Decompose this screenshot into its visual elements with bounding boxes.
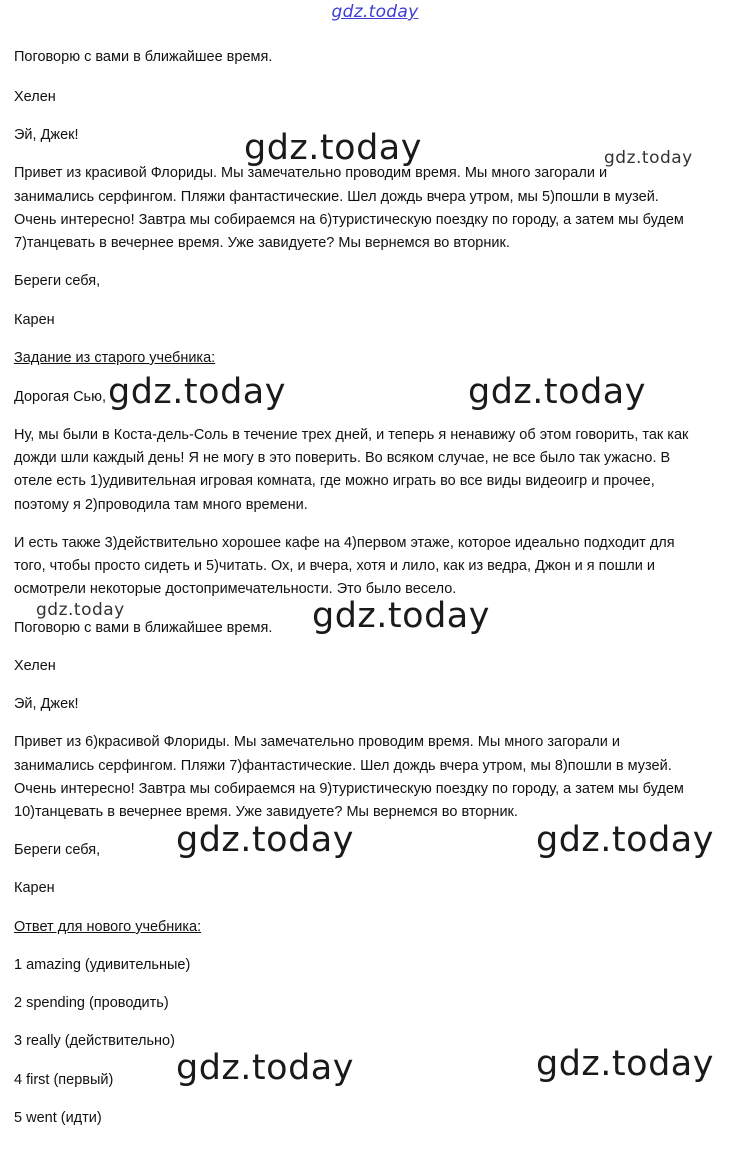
section-heading-new-textbook: Ответ для нового учебника: <box>14 919 202 935</box>
text-line: занимались серфингом. Пляжи 7)фантастические. Шел дождь вчера утром, мы 8)пошли в музей. <box>14 758 672 774</box>
watermark: gdz.today <box>468 372 646 412</box>
text-line: Дорогая Сью, <box>14 389 107 405</box>
text-line: 7)танцевать в вечернее время. Уже завидуете? Мы вернемся во вторник. <box>14 235 510 251</box>
text-line: Эй, Джек! <box>14 127 79 143</box>
watermark: gdz.today <box>536 820 714 860</box>
text-line: отеле есть 1)удивительная игровая комната, где можно играть во все виды видеоигр и прочее, <box>14 473 655 489</box>
text-line: занимались серфингом. Пляжи фантастические. Шел дождь вчера утром, мы 5)пошли в музей. <box>14 189 659 205</box>
answer-item: 5 went (идти) <box>14 1110 102 1126</box>
text-line: дожди шли каждый день! Я не могу в это поверить. Во всяком случае, не все было так ужасно. В <box>14 450 671 466</box>
watermark: gdz.today <box>176 1048 354 1088</box>
text-line: Береги себя, <box>14 842 101 858</box>
text-line: Береги себя, <box>14 273 101 289</box>
text-line: Поговорю с вами в ближайшее время. <box>14 620 273 636</box>
text-line: 10)танцевать в вечернее время. Уже завидуете? Мы вернемся во вторник. <box>14 804 518 820</box>
text-line: Хелен <box>14 89 56 105</box>
text-line: И есть также 3)действительно хорошее кафе на 4)первом этаже, которое идеально подходит для <box>14 535 675 551</box>
section-heading-old-textbook: Задание из старого учебника: <box>14 350 216 366</box>
site-header-link[interactable]: gdz.today <box>331 2 419 22</box>
text-line: Привет из красивой Флориды. Мы замечательно проводим время. Мы много загорали и <box>14 165 608 181</box>
answer-item: 3 really (действительно) <box>14 1033 175 1049</box>
text-line: Привет из 6)красивой Флориды. Мы замечательно проводим время. Мы много загорали и <box>14 734 620 750</box>
text-line: Эй, Джек! <box>14 696 79 712</box>
answer-item: 2 spending (проводить) <box>14 995 169 1011</box>
watermark: gdz.today <box>108 372 286 412</box>
text-line: того, чтобы просто сидеть и 5)читать. Ох, и вчера, хотя и лило, как из ведра, Джон и я пошли и <box>14 558 655 574</box>
text-line: Хелен <box>14 658 56 674</box>
text-line: Ну, мы были в Коста-дель-Соль в течение трех дней, и теперь я ненавижу об этом говорить, так как <box>14 427 689 443</box>
text-line: Очень интересно! Завтра мы собираемся на 9)туристическую поездку по городу, а затем мы будем <box>14 781 684 797</box>
text-line: Очень интересно! Завтра мы собираемся на 6)туристическую поездку по городу, а затем мы будем <box>14 212 684 228</box>
text-line: осмотрели некоторые достопримечательности. Это было весело. <box>14 581 457 597</box>
text-line: Поговорю с вами в ближайшее время. <box>14 49 273 65</box>
watermark: gdz.today <box>244 128 422 168</box>
watermark: gdz.today <box>176 820 354 860</box>
text-line: поэтому я 2)проводила там много времени. <box>14 497 308 513</box>
text-line: Карен <box>14 880 55 896</box>
watermark: gdz.today <box>36 600 125 620</box>
watermark: gdz.today <box>604 148 693 168</box>
text-line: Карен <box>14 312 55 328</box>
watermark: gdz.today <box>312 596 490 636</box>
answer-item: 4 first (первый) <box>14 1072 114 1088</box>
watermark: gdz.today <box>536 1044 714 1084</box>
answer-item: 1 amazing (удивительные) <box>14 957 191 973</box>
